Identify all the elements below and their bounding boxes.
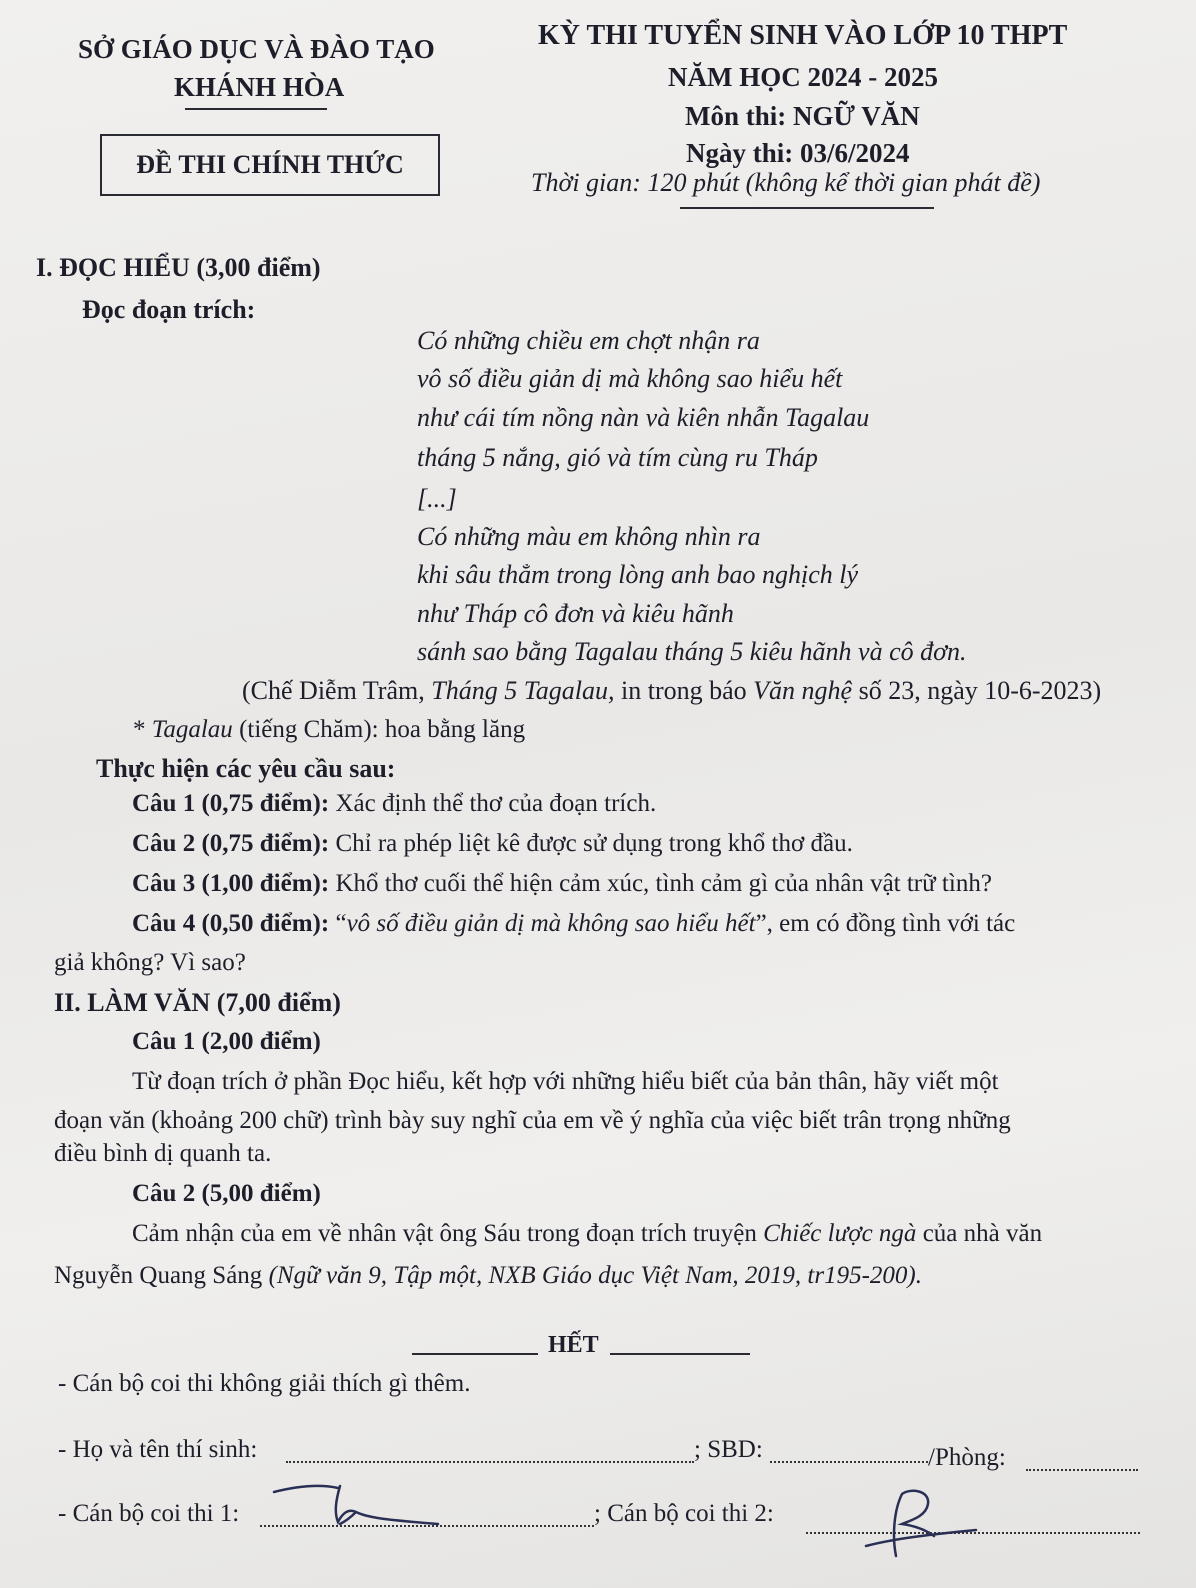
source-work: Tháng 5 Tagalau, (431, 676, 615, 705)
room-field[interactable] (1026, 1449, 1138, 1471)
source-author: (Chế Diễm Trâm, (242, 676, 432, 705)
author-name: Nguyễn Quang Sáng (54, 1262, 269, 1289)
duration-underline (680, 207, 934, 209)
proctor-2-signature (836, 1486, 986, 1560)
candidate-name-label: - Họ và tên thí sinh: (58, 1436, 258, 1463)
footnote (133, 716, 525, 744)
exam-title: KỲ THI TUYỂN SINH VÀO LỚP 10 THPT (538, 20, 1068, 51)
writing-question-2-line (54, 1262, 922, 1290)
question-text: Cảm nhận của em về nhân vật ông Sáu trong đoạn trích truyện (132, 1220, 764, 1247)
candidate-name-field[interactable] (286, 1441, 694, 1463)
question-label: Câu 1 (0,75 điểm): (132, 790, 330, 817)
poem-line: Có những chiều em chợt nhận ra (417, 326, 760, 355)
story-title: Chiếc lược ngà (763, 1220, 917, 1247)
department-name: SỞ GIÁO DỤC VÀ ĐÀO TẠO (78, 34, 435, 64)
school-year: NĂM HỌC 2024 - 2025 (668, 62, 938, 92)
poem-line: như cái tím nồng nàn và kiên nhẫn Tagalau (417, 403, 870, 432)
source-issue: số 23, ngày 10-6-2023) (852, 676, 1102, 705)
writing-question-1-line: đoạn văn (khoảng 200 chữ) trình bày suy nghĩ của em về ý nghĩa của việc biết trân trọng những (54, 1107, 1011, 1134)
poem-omission: [...] (417, 484, 457, 513)
reading-section-title: I. ĐỌC HIỂU (3,00 điểm) (36, 253, 321, 282)
writing-question-1-label: Câu 1 (2,00 điểm) (132, 1028, 321, 1055)
tasks-title: Thực hiện các yêu cầu sau: (96, 754, 396, 783)
question-text: của nhà văn (916, 1220, 1043, 1247)
proctor-1-label: - Cán bộ coi thi 1: (58, 1500, 240, 1527)
question-quote: vô số điều giản dị mà không sao hiểu hết (346, 910, 756, 937)
exam-duration: Thời gian: 120 phút (không kể thời gian phát đề) (531, 168, 1041, 197)
exam-date: Ngày thi: 03/6/2024 (686, 138, 910, 168)
writing-question-1-line: Từ đoạn trích ở phần Đọc hiểu, kết hợp với những hiểu biết của bản thân, hãy viết một (132, 1068, 999, 1095)
question-text: Chỉ ra phép liệt kê được sử dụng trong khổ thơ đầu. (329, 830, 853, 857)
question-label: Câu 4 (0,50 điểm): (132, 910, 330, 937)
province-underline (185, 108, 327, 110)
official-exam-label: ĐỀ THI CHÍNH THỨC (100, 134, 440, 196)
writing-question-2-label: Câu 2 (5,00 điểm) (132, 1180, 321, 1207)
writing-section-title: II. LÀM VĂN (7,00 điểm) (54, 988, 341, 1017)
end-rule-left (412, 1353, 538, 1355)
question-text: Xác định thể thơ của đoạn trích. (329, 790, 657, 817)
poem-line: khi sâu thẳm trong lòng anh bao nghịch lý (417, 560, 859, 589)
footnote-term: Tagalau (151, 716, 233, 743)
quote-open: “ (329, 910, 347, 937)
poem-line: Có những màu em không nhìn ra (417, 522, 761, 551)
sbd-field[interactable] (770, 1441, 928, 1463)
poem-line: sánh sao bằng Tagalau tháng 5 kiêu hãnh và cô đơn. (417, 637, 967, 666)
question-label: Câu 2 (0,75 điểm): (132, 830, 330, 857)
poem-line: như Tháp cô đơn và kiêu hãnh (417, 599, 734, 628)
end-mark: HẾT (548, 1332, 599, 1358)
writing-question-1-line: điều bình dị quanh ta. (54, 1140, 272, 1167)
poem-source (242, 676, 1101, 706)
proctor-1-signature (268, 1478, 448, 1534)
poem-line: vô số điều giản dị mà không sao hiểu hết (417, 364, 843, 393)
footnote-star: * (133, 716, 152, 743)
question-2 (132, 830, 853, 858)
reading-intro: Đọc đoạn trích: (82, 295, 256, 324)
question-4-continued: giả không? Vì sao? (54, 949, 246, 976)
question-3 (132, 870, 992, 898)
question-1 (132, 790, 656, 818)
source-mid: in trong báo (614, 676, 754, 705)
question-4 (132, 910, 1015, 938)
question-label: Câu 3 (1,00 điểm): (132, 870, 330, 897)
source-paper: Văn nghệ (753, 676, 853, 705)
province-name: KHÁNH HÒA (174, 72, 345, 102)
footnote-definition: (tiếng Chăm): hoa bằng lăng (232, 716, 526, 743)
poem-line: tháng 5 nắng, gió và tím cùng ru Tháp (417, 443, 818, 472)
question-text: ”, em có đồng tình với tác (755, 910, 1016, 937)
room-label: /Phòng: (928, 1444, 1006, 1471)
proctor-note: - Cán bộ coi thi không giải thích gì thêm. (58, 1370, 471, 1397)
textbook-reference: (Ngữ văn 9, Tập một, NXB Giáo dục Việt Nam, 2019, tr195-200). (268, 1262, 922, 1289)
sbd-label: ; SBD: (694, 1436, 763, 1463)
exam-subject: Môn thi: NGỮ VĂN (685, 101, 920, 131)
end-rule-right (610, 1353, 750, 1355)
question-text: Khổ thơ cuối thể hiện cảm xúc, tình cảm gì của nhân vật trữ tình? (329, 870, 992, 897)
writing-question-2-line (132, 1220, 1042, 1248)
proctor-2-label: ; Cán bộ coi thi 2: (594, 1500, 774, 1527)
